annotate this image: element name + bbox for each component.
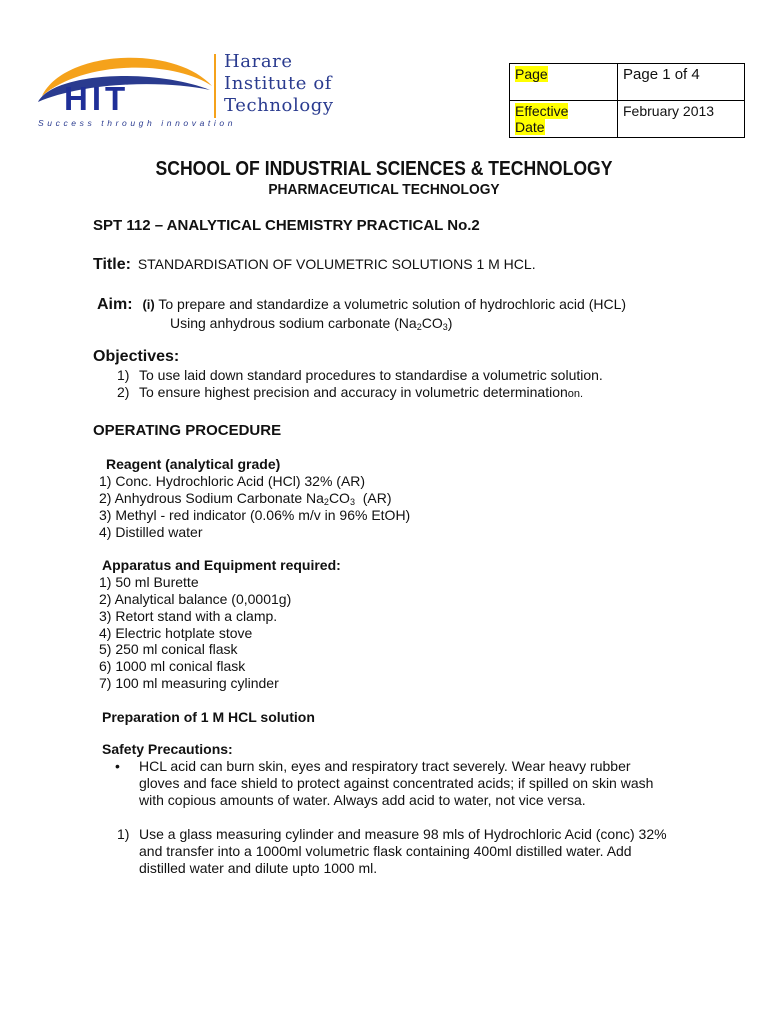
reagent-item: 2) Anhydrous Sodium Carbonate $Na_2CO_3$ (AR) [99, 490, 392, 507]
safety-line: gloves and face shield to protect against concentrated acids; if spilled on skin wash [139, 775, 654, 791]
apparatus-heading: Apparatus and Equipment required: [102, 557, 341, 573]
page-label: Page [515, 66, 548, 82]
course-title: SPT 112 – ANALYTICAL CHEMISTRY PRACTICAL No.2 [93, 217, 480, 234]
title-row [93, 256, 536, 273]
school-title: SCHOOL OF INDUSTRIAL SCIENCES & TECHNOLOGY [155, 158, 613, 180]
logo-divider [214, 54, 216, 118]
apparatus-item: 2) Analytical balance (0,0001g) [99, 591, 292, 607]
effective-date-label-a: Effective [515, 103, 569, 119]
effective-date-label-cell [510, 101, 618, 138]
reagent-item: 3) Methyl - red indicator (0.06% m/v in 96% EtOH) [99, 507, 411, 523]
effective-date-value: February 2013 [623, 103, 715, 119]
apparatus-item: 1) 50 ml Burette [99, 574, 199, 590]
safety-line: HCL acid can burn skin, eyes and respiratory tract severely. Wear heavy rubber [139, 758, 631, 774]
title-label: Title: [93, 256, 131, 273]
objective-item: 1) To use laid down standard procedures to standardise a volumetric solution. [117, 367, 603, 383]
reagent-item: 4) Distilled water [99, 524, 203, 540]
aim-line1: To prepare and standardize a volumetric solution of hydrochloric acid (HCL) [158, 296, 627, 312]
objectives-heading: Objectives: [93, 348, 180, 365]
reagent-item: 1) Conc. Hydrochloric Acid (HCl) 32% (AR) [99, 473, 366, 489]
step-line: distilled water and dilute upto 1000 ml. [139, 860, 378, 876]
logo-abbr: HIT [64, 80, 130, 117]
operating-procedure-heading: OPERATING PROCEDURE [93, 422, 282, 439]
step-number: 1) [117, 826, 130, 842]
title-text: STANDARDISATION OF VOLUMETRIC SOLUTIONS 1 M HCL. [137, 256, 536, 272]
safety-line: with copious amounts of water. Always add acid to water, not vice versa. [139, 792, 586, 808]
effective-date-label-b: Date [515, 119, 545, 135]
aim-row [97, 296, 626, 313]
apparatus-item: 6) 1000 ml conical flask [99, 658, 246, 674]
logo-tagline: Success through innovation [38, 118, 237, 128]
aim-line2: Using anhydrous sodium carbonate $(Na_2CO_3)$ [170, 315, 453, 332]
aim-label: Aim: [97, 296, 133, 313]
document-control-table [509, 63, 745, 138]
apparatus-item: 5) 250 ml conical flask [99, 641, 238, 657]
hit-logo [34, 50, 384, 132]
effective-date-value-cell [618, 101, 745, 138]
step-line: Use a glass measuring cylinder and measure 98 mls of Hydrochloric Acid (conc) 32% [139, 826, 667, 842]
page-value: Page 1 of 4 [623, 66, 700, 83]
apparatus-item: 3) Retort stand with a clamp. [99, 608, 278, 624]
safety-heading: Safety Precautions: [102, 741, 233, 757]
aim-marker: (i) [142, 297, 155, 312]
step-line: and transfer into a 1000ml volumetric flask containing 400ml distilled water. Add [139, 843, 632, 859]
logo-name-line1: Harare [224, 51, 293, 72]
objective-item: 2) To ensure highest precision and accuracy in volumetric determinationon. [117, 384, 584, 400]
preparation-heading: Preparation of 1 M HCL solution [102, 709, 315, 725]
reagent-heading: Reagent (analytical grade) [106, 456, 281, 472]
bullet-icon: • [115, 758, 120, 774]
page-value-cell [618, 64, 745, 101]
logo-name-line3: Technology [224, 95, 334, 116]
page-label-cell [510, 64, 618, 101]
apparatus-item: 7) 100 ml measuring cylinder [99, 675, 279, 691]
apparatus-item: 4) Electric hotplate stove [99, 625, 253, 641]
logo-name-line2: Institute of [224, 73, 333, 94]
department-title: PHARMACEUTICAL TECHNOLOGY [268, 181, 500, 198]
